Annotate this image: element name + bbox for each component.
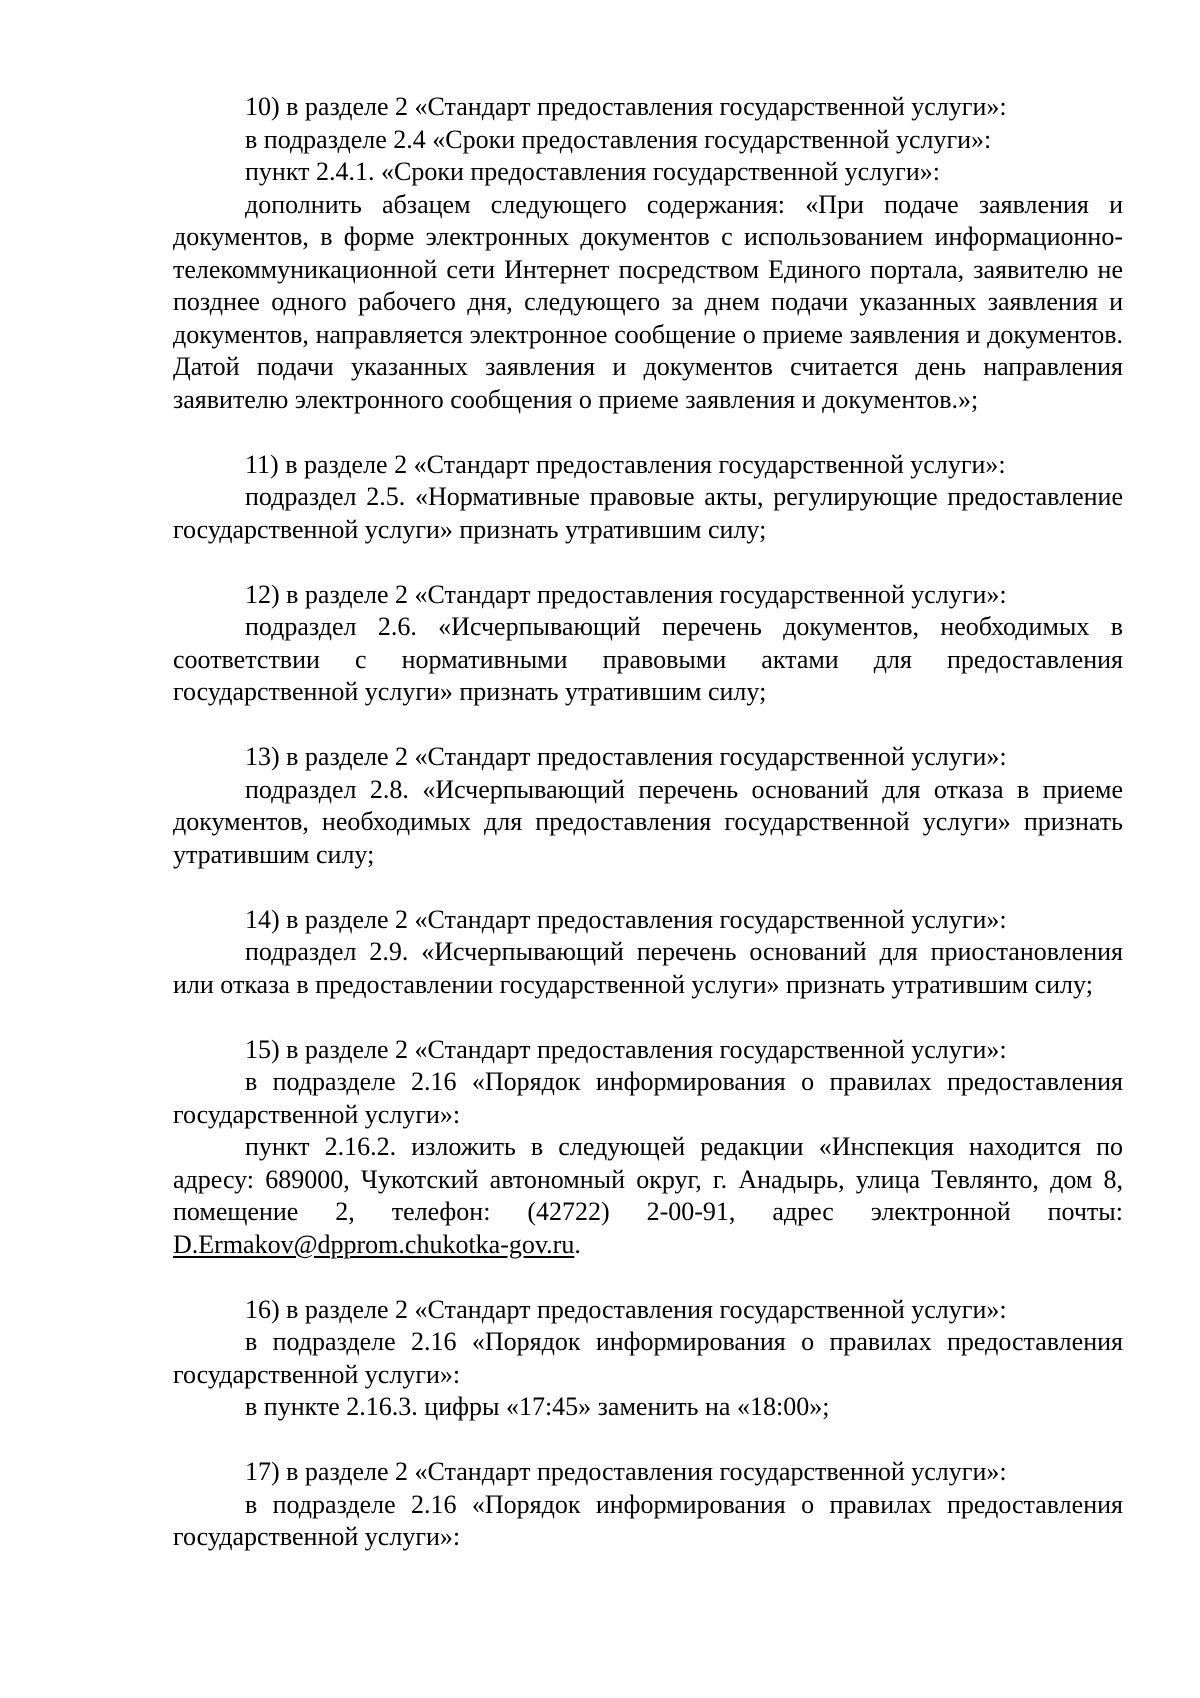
amendment-15-heading: 15) в разделе 2 «Стандарт предоставления государственной услуги»:: [245, 1034, 1007, 1064]
amendment-16-subsection: в подразделе 2.16 «Порядок информирования о правилах предоставления государственной услуги»:: [173, 1327, 1123, 1389]
amendment-11-text: подраздел 2.5. «Нормативные правовые акты, регулирующие предоставление государственной услуги» признать утратившим силу;: [173, 482, 1123, 544]
amendment-15-text: [173, 1131, 1123, 1261]
amendment-10-text: дополнить абзацем следующего содержания: «При подаче заявления и документов, в форме электронных документов с использованием информационно-телекоммуникационной сети Интернет посредством Единого портала, заявителю не позднее одного рабочего дня, следующего за днем подачи указанных заявления и документов, направляется электронное сообщение о приеме заявления и документов. Датой подачи указанных заявления и документов считается день направления заявителю электронного сообщения о приеме заявления и документов.»;: [173, 189, 1123, 414]
amendment-12-text: подраздел 2.6. «Исчерпывающий перечень документов, необходимых в соответствии с нормативными правовыми актами для предоставления государственной услуги» признать утратившим силу;: [173, 612, 1123, 706]
amendment-13-text: подраздел 2.8. «Исчерпывающий перечень оснований для отказа в приеме документов, необходимых для предоставления государственной услуги» признать утратившим силу;: [173, 774, 1123, 869]
amendment-13-heading: 13) в разделе 2 «Стандарт предоставления государственной услуги»:: [245, 742, 1007, 771]
amendment-16-text: в пункте 2.16.3. цифры «17:45» заменить на «18:00»;: [245, 1392, 830, 1421]
amendment-17-heading: 17) в разделе 2 «Стандарт предоставления государственной услуги»:: [245, 1457, 1007, 1486]
amendment-14: [173, 904, 1123, 1002]
amendment-10: [173, 91, 1123, 416]
amendment-15-body: пункт 2.16.2. изложить в следующей редакции «Инспекция находится по адресу: 689000, Чукотский автономный округ, г. Анадырь, улица Тевлянто, дом 8, помещение 2, телефон: (42722) 2-00-91, адрес электронной почты:: [173, 1132, 1123, 1226]
amendment-12-heading: 12) в разделе 2 «Стандарт предоставления государственной услуги»:: [245, 579, 1007, 609]
amendment-10-heading: 10) в разделе 2 «Стандарт предоставления государственной услуги»:: [245, 92, 1007, 121]
amendment-11-heading: 11) в разделе 2 «Стандарт предоставления государственной услуги»:: [245, 449, 1006, 479]
amendment-15-subsection: в подразделе 2.16 «Порядок информирования о правилах предоставления государственной услуги»:: [173, 1067, 1123, 1129]
document-body: [173, 91, 1123, 1586]
amendment-10-subsection: в подразделе 2.4 «Сроки предоставления государственной услуги»:: [245, 124, 992, 154]
email-link[interactable]: D.Ermakov@dpprom.chukotka-gov.ru: [173, 1229, 575, 1259]
amendment-13: [173, 741, 1123, 871]
amendment-11: [173, 449, 1123, 547]
amendment-15-end: .: [574, 1229, 581, 1259]
amendment-17: [173, 1456, 1123, 1554]
amendment-16-heading: 16) в разделе 2 «Стандарт предоставления государственной услуги»:: [245, 1294, 1007, 1324]
amendment-15: [173, 1034, 1123, 1262]
amendment-16: [173, 1294, 1123, 1424]
amendment-10-clause: пункт 2.4.1. «Сроки предоставления государственной услуги»:: [245, 157, 940, 186]
amendment-14-text: подраздел 2.9. «Исчерпывающий перечень оснований для приостановления или отказа в предоставлении государственной услуги» признать утратившим силу;: [173, 937, 1123, 999]
amendment-14-heading: 14) в разделе 2 «Стандарт предоставления государственной услуги»:: [245, 904, 1007, 934]
amendment-12: [173, 579, 1123, 709]
amendment-17-subsection: в подразделе 2.16 «Порядок информирования о правилах предоставления государственной услуги»:: [173, 1489, 1123, 1551]
